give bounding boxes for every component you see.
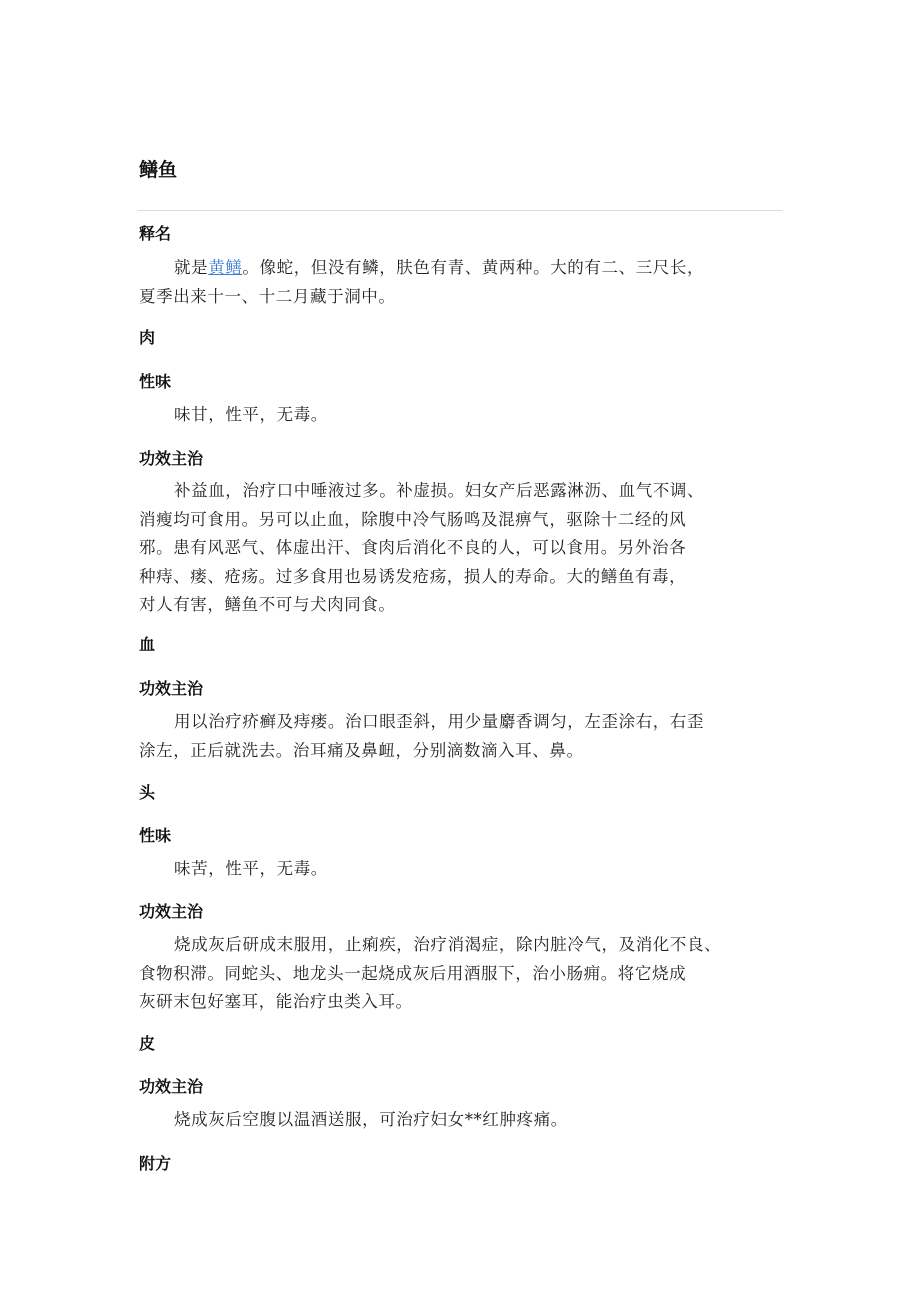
paragraph-line: 灰研末包好塞耳，能治疗虫类入耳。 bbox=[139, 992, 413, 1011]
section-heading-pi: 皮 bbox=[139, 1034, 156, 1053]
subheading-rou-gongxiao: 功效主治 bbox=[139, 449, 204, 468]
paragraph-line: 补益血，治疗口中唾液过多。补虚损。妇女产后恶露淋沥、血气不调、 bbox=[174, 481, 705, 500]
paragraph-line: 对人有害，鳝鱼不可与犬肉同食。 bbox=[139, 595, 396, 614]
paragraph-line: 烧成灰后空腹以温酒送服，可治疗妇女**红肿疼痛。 bbox=[174, 1110, 568, 1129]
paragraph-shiming bbox=[139, 254, 789, 311]
section-heading-shiming: 释名 bbox=[139, 224, 172, 243]
paragraph-line: 夏季出来十一、十二月藏于洞中。 bbox=[139, 286, 396, 306]
title-divider bbox=[137, 210, 783, 211]
subheading-tou-gongxiao: 功效主治 bbox=[139, 902, 204, 921]
paragraph-tou-gongxiao bbox=[139, 931, 789, 1017]
paragraph-rou-xingwei bbox=[139, 401, 789, 430]
paragraph-pi-gongxiao bbox=[139, 1106, 789, 1135]
text-fragment: 。像蛇，但没有鳞，肤色有青、黄两种。大的有二、三尺长， bbox=[242, 258, 705, 277]
link-huangshan[interactable]: 黄鳝 bbox=[208, 258, 243, 277]
subheading-tou-xingwei: 性味 bbox=[139, 826, 172, 845]
paragraph-line: 用以治疗疥癣及痔瘘。治口眼歪斜，用少量麝香调匀，左歪涂右，右歪 bbox=[174, 712, 705, 731]
section-heading-rou: 肉 bbox=[139, 328, 156, 347]
subheading-pi-gongxiao: 功效主治 bbox=[139, 1077, 204, 1096]
paragraph-rou-gongxiao bbox=[139, 477, 789, 620]
paragraph-line: 涂左，正后就洗去。治耳痛及鼻衄，分别滴数滴入耳、鼻。 bbox=[139, 740, 584, 760]
subheading-xue-gongxiao: 功效主治 bbox=[139, 679, 204, 698]
paragraph-line: 味苦，性平，无毒。 bbox=[174, 859, 328, 878]
paragraph-line: 消瘦均可食用。另可以止血，除腹中冷气肠鸣及混痹气，驱除十二经的风 bbox=[139, 509, 687, 529]
paragraph-tou-xingwei bbox=[139, 855, 789, 884]
subheading-rou-xingwei: 性味 bbox=[139, 372, 172, 391]
text-fragment: 就是 bbox=[174, 258, 209, 277]
section-heading-fufang: 附方 bbox=[139, 1154, 172, 1173]
section-heading-xue: 血 bbox=[139, 635, 156, 654]
paragraph-line: 邪。患有风恶气、体虚出汗、食肉后消化不良的人，可以食用。另外治各 bbox=[139, 538, 687, 557]
paragraph-xue-gongxiao bbox=[139, 708, 789, 765]
paragraph-line bbox=[139, 254, 789, 283]
paragraph-line: 味甘，性平，无毒。 bbox=[174, 405, 328, 424]
section-heading-tou: 头 bbox=[139, 783, 156, 802]
paragraph-line: 食物积滞。同蛇头、地龙头一起烧成灰后用酒服下，治小肠痈。将它烧成 bbox=[139, 963, 687, 983]
paragraph-line: 种痔、瘘、疮疡。过多食用也易诱发疮疡，损人的寿命。大的鳝鱼有毒， bbox=[139, 566, 687, 586]
page-title: 鳝鱼 bbox=[139, 159, 178, 181]
paragraph-line: 烧成灰后研成末服用，止痢疾，治疗消渴症，除内脏冷气，及消化不良、 bbox=[174, 935, 722, 954]
